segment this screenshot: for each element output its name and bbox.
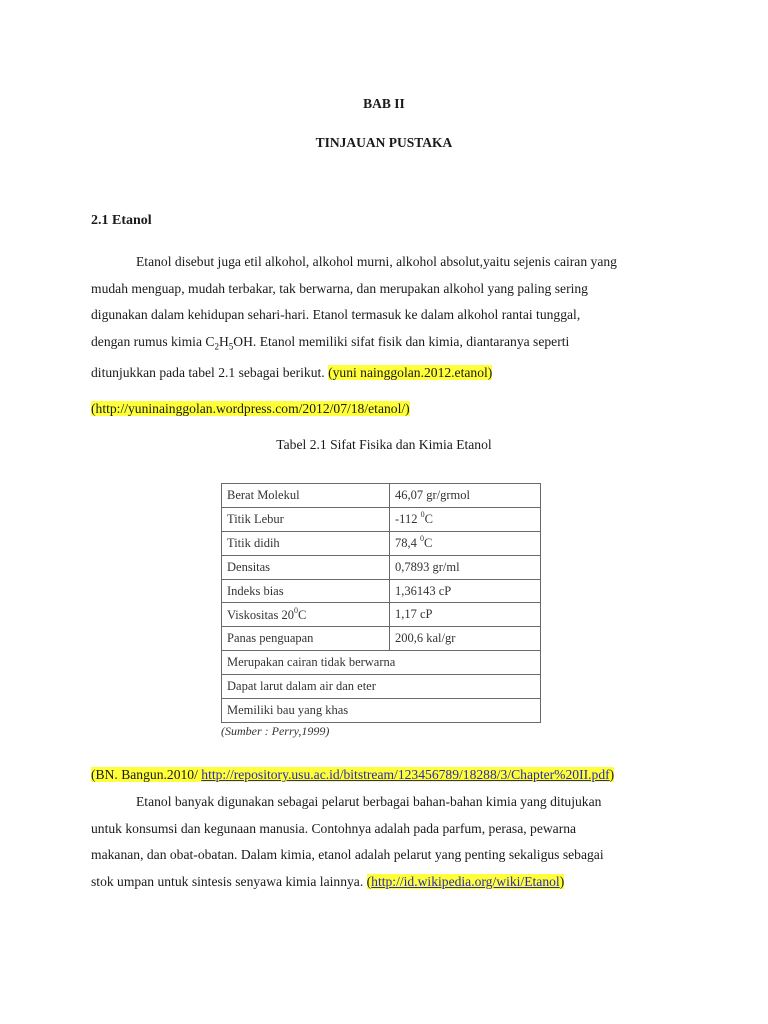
table-cell-label: Viskositas $20^0C$	[222, 603, 390, 627]
paragraph-line: makanan, dan obat-obatan. Dalam kimia, etanol adalah pelarut yang penting sekaligus sebagai	[91, 847, 604, 863]
table-row	[222, 579, 541, 603]
table-row	[222, 603, 541, 627]
table-cell-label: Densitas	[222, 555, 390, 579]
table-cell-value: 200,6 kal/gr	[390, 627, 541, 651]
paragraph-etanol-usage	[91, 789, 678, 895]
paragraph-line: untuk konsumsi dan kegunaan manusia. Contohnya adalah pada parfum, perasa, pewarna	[91, 820, 577, 836]
section-heading: 2.1 Etanol	[91, 213, 152, 228]
table-cell-value: 78,4 $^0$C	[390, 531, 541, 555]
table-cell-label: Indeks bias	[222, 579, 390, 603]
paragraph-line: Etanol disebut juga etil alkohol, alkohol murni, alkohol absolut,yaitu sejenis cairan yang	[136, 254, 617, 269]
paragraph-line: mudah menguap, mudah terbakar, tak berwarna, dan merupakan alkohol yang paling sering	[91, 280, 588, 296]
table-cell-label: Berat Molekul	[222, 484, 390, 508]
paragraph-line: stok umpan untuk sintesis senyawa kimia lainnya. (http://id.wikipedia.org/wiki/Etanol)	[91, 873, 565, 889]
repository-link[interactable]: http://repository.usu.ac.id/bitstream/123456789/18288/3/Chapter%20II.pdf	[201, 767, 610, 782]
paragraph-etanol-intro	[91, 249, 678, 387]
table-row	[222, 531, 541, 555]
table-cell-full: Dapat larut dalam air dan eter	[222, 675, 541, 699]
table-cell-label: Titik didih	[222, 531, 390, 555]
table-cell-value: 46,07 gr/grmol	[390, 484, 541, 508]
table-cell-value: -112 $^0$C	[390, 507, 541, 531]
table-row	[222, 675, 541, 699]
table-cell-value: 1,36143 cP	[390, 579, 541, 603]
table-row	[222, 699, 541, 723]
table-row	[222, 651, 541, 675]
table-cell-full: Memiliki bau yang khas	[222, 699, 541, 723]
chapter-title: TINJAUAN PUSTAKA	[315, 135, 453, 150]
wikipedia-link[interactable]: http://id.wikipedia.org/wiki/Etanol	[371, 873, 560, 889]
table-caption: Tabel 2.1 Sifat Fisika dan Kimia Etanol	[276, 437, 492, 452]
table-row	[222, 507, 541, 531]
chapter-number: BAB II	[363, 96, 405, 111]
table-cell-value: 1,17 cP	[390, 603, 541, 627]
wikipedia-citation-highlight: (http://id.wikipedia.org/wiki/Etanol)	[366, 873, 565, 889]
table-cell-value: 0,7893 gr/ml	[390, 555, 541, 579]
reference-highlight: (BN. Bangun.2010/ http://repository.usu.ac.id/bitstream/123456789/18288/3/Chapter%20II.pdf)	[91, 767, 615, 782]
citation-highlight: (yuni nainggolan.2012.etanol)	[328, 365, 493, 381]
reference-line	[91, 763, 614, 787]
table-cell-label: Titik Lebur	[222, 507, 390, 531]
citation-url-highlight: (http://yuninainggolan.wordpress.com/2012/07/18/etanol/)	[91, 401, 410, 416]
paragraph-line: Etanol banyak digunakan sebagai pelarut berbagai bahan-bahan kimia yang ditujukan	[136, 794, 602, 809]
table-row	[222, 484, 541, 508]
table-row	[222, 555, 541, 579]
table-cell-full: Merupakan cairan tidak berwarna	[222, 651, 541, 675]
table-row	[222, 627, 541, 651]
ethanol-properties-table	[221, 483, 541, 723]
table-source: (Sumber : Perry,1999)	[221, 724, 330, 738]
paragraph-line: digunakan dalam kehidupan sehari-hari. Etanol termasuk ke dalam alkohol rantai tunggal,	[91, 307, 581, 323]
table-cell-label: Panas penguapan	[222, 627, 390, 651]
paragraph-line: dengan rumus kimia $C_2H_5OH$. Etanol memiliki sifat fisik dan kimia, diantaranya seperti	[91, 333, 570, 352]
paragraph-line: ditunjukkan pada tabel 2.1 sebagai berikut. (yuni nainggolan.2012.etanol)	[91, 365, 493, 381]
citation-url-line	[91, 396, 410, 422]
